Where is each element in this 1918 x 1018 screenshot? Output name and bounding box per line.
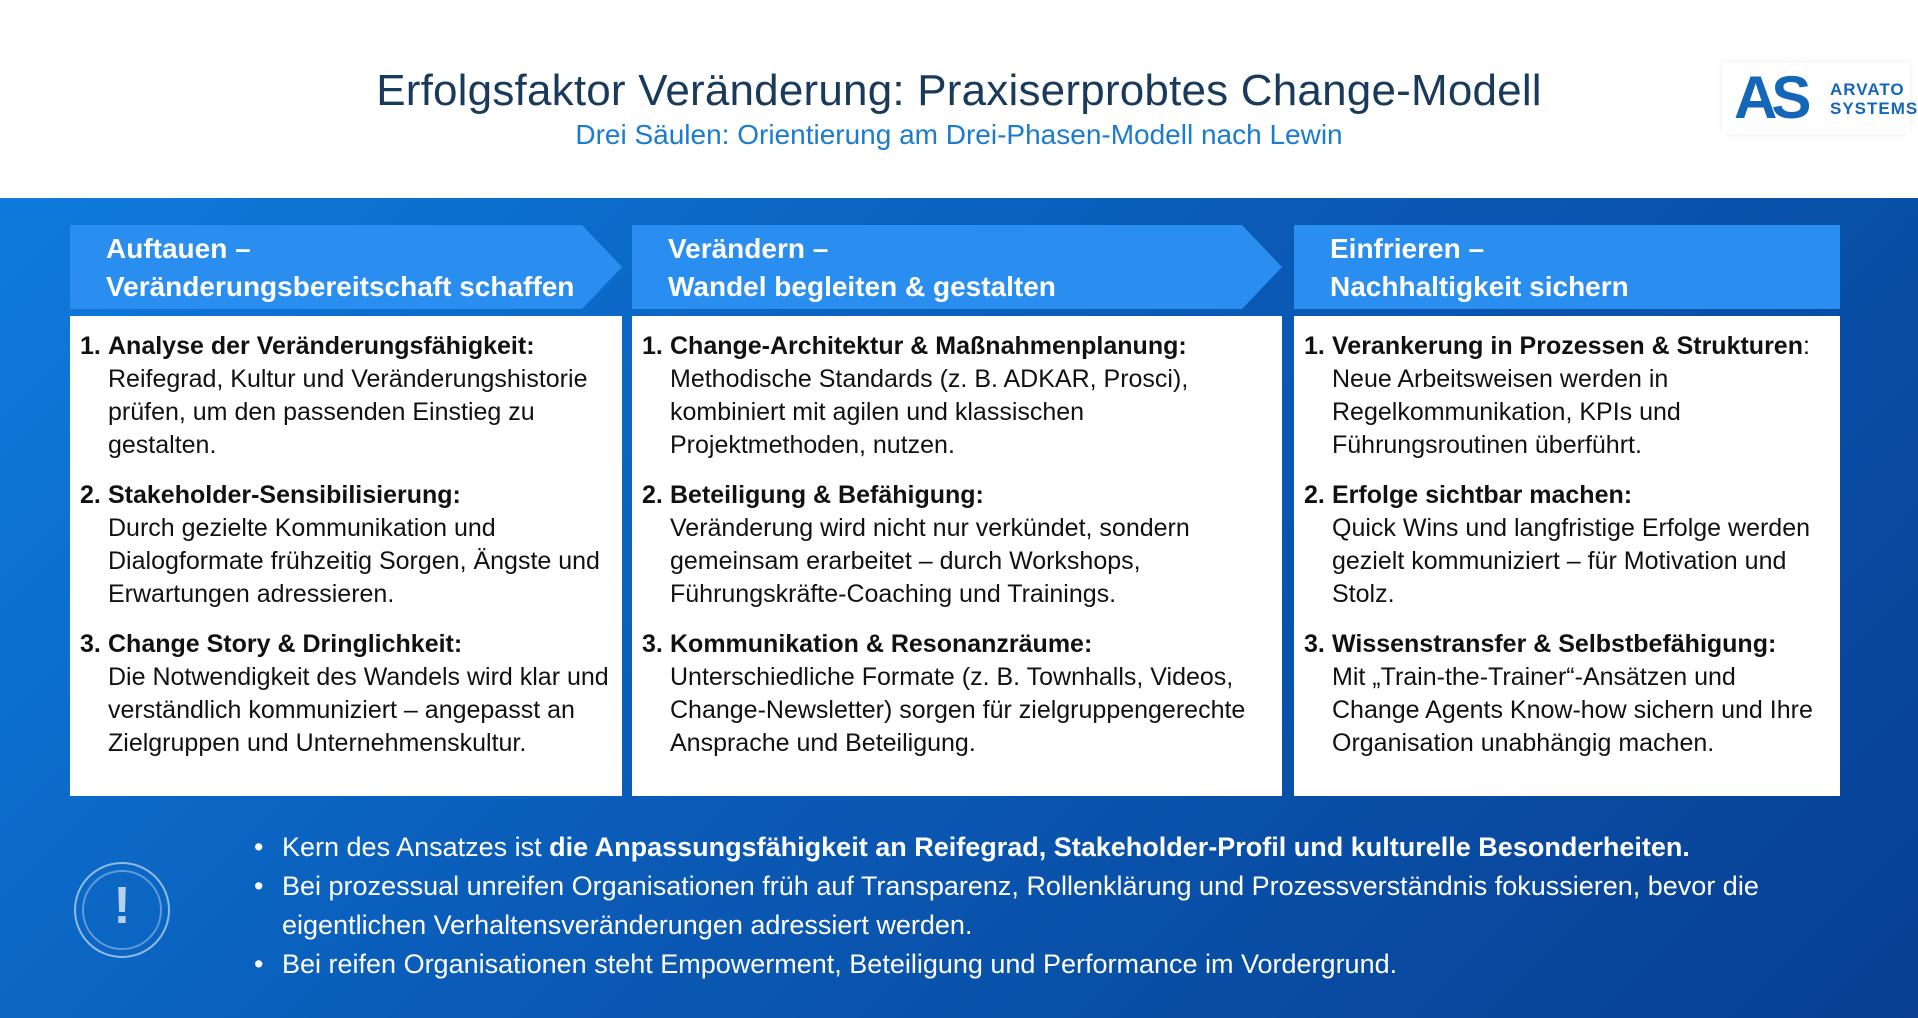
column-header-veraendern (632, 225, 1282, 309)
page-subtitle: Drei Säulen: Orientierung am Drei-Phasen-Modell nach Lewin (575, 119, 1343, 150)
item-title: Kommunikation & Resonanzräume: (670, 630, 1093, 658)
item-title: Verankerung in Prozessen & Strukturen (1332, 332, 1803, 360)
column-heading (106, 230, 574, 306)
page-title: Erfolgsfaktor Veränderung: Praxiserprobtes Change-Modell (376, 66, 1542, 115)
column-card-auftauen (70, 316, 622, 796)
item-title: Analyse der Veränderungsfähigkeit: (108, 332, 535, 360)
column-heading-line1: Auftauen – (106, 233, 251, 264)
item-number: 3. (642, 630, 663, 658)
list-item (80, 479, 612, 611)
item-number: 3. (1304, 630, 1325, 658)
item-text: Quick Wins und langfristige Erfolge werden gezielt kommuniziert – für Motivation und Stolz. (1332, 514, 1811, 608)
arvato-systems-logo (1722, 62, 1918, 134)
list-item (1304, 479, 1830, 611)
column-heading-line2: Wandel begleiten & gestalten (668, 271, 1056, 302)
column-heading (668, 230, 1056, 306)
item-number: 2. (80, 481, 101, 509)
summary-bullets (250, 828, 1810, 984)
list-item (642, 330, 1272, 462)
item-title: Wissenstransfer & Selbstbefähigung: (1332, 630, 1777, 658)
bullet-item: • Bei reifen Organisationen steht Empowerment, Beteiligung und Performance im Vordergrund. (250, 945, 1810, 984)
item-title: Change Story & Dringlichkeit: (108, 630, 463, 658)
column-heading-line1: Verändern – (668, 233, 829, 264)
column-header-auftauen (70, 225, 622, 309)
list-item (642, 628, 1272, 760)
item-title: Erfolge sichtbar machen: (1332, 481, 1633, 509)
bullet-item: • Kern des Ansatzes ist die Anpassungsfähigkeit an Reifegrad, Stakeholder-Profil und kulturelle Besonderheiten. (250, 828, 1810, 867)
logo-mark: AS (1734, 64, 1806, 131)
item-text: Unterschiedliche Formate (z. B. Townhalls, Videos, Change-Newsletter) sorgen für zielgruppengerechte Ansprache und Beteiligung. (670, 663, 1246, 757)
item-number: 3. (80, 630, 101, 658)
column-heading (1330, 230, 1629, 306)
list-item (1304, 628, 1830, 760)
column-heading-line2: Nachhaltigkeit sichern (1330, 271, 1629, 302)
column-card-einfrieren (1294, 316, 1840, 796)
item-title: Stakeholder-Sensibilisierung: (108, 481, 461, 509)
list-item (80, 628, 612, 760)
logo-text (1830, 80, 1918, 118)
exclamation-icon: ! (74, 862, 170, 958)
item-text: Methodische Standards (z. B. ADKAR, Prosci), kombiniert mit agilen und klassischen Projektmethoden, nutzen. (670, 365, 1189, 459)
bullet-item: • Bei prozessual unreifen Organisationen früh auf Transparenz, Rollenklärung und Prozessverständnis fokussieren, bevor die eigentlichen Verhaltensveränderungen adressiert werden. (250, 867, 1810, 945)
item-title: Change-Architektur & Maßnahmenplanung: (670, 332, 1187, 360)
list-item (642, 479, 1272, 611)
item-number: 2. (642, 481, 663, 509)
logo-text-line2: SYSTEMS (1830, 99, 1918, 118)
item-number: 1. (1304, 332, 1325, 360)
column-card-veraendern (632, 316, 1282, 796)
column-heading-line1: Einfrieren – (1330, 233, 1485, 264)
logo-text-line1: ARVATO (1830, 80, 1905, 99)
item-title: Beteiligung & Befähigung: (670, 481, 984, 509)
item-text: Neue Arbeitsweisen werden in Regelkommunikation, KPIs und Führungsroutinen überführt. (1332, 365, 1681, 459)
item-text: Veränderung wird nicht nur verkündet, sondern gemeinsam erarbeitet – durch Workshops, Führungskräfte-Coaching und Trainings. (670, 514, 1190, 608)
list-item (80, 330, 612, 462)
item-number: 1. (642, 332, 663, 360)
item-text: Reifegrad, Kultur und Veränderungshistorie prüfen, um den passenden Einstieg zu gestalten. (108, 365, 588, 459)
item-text: Durch gezielte Kommunikation und Dialogformate frühzeitig Sorgen, Ängste und Erwartungen adressieren. (108, 514, 600, 608)
item-number: 2. (1304, 481, 1325, 509)
column-header-einfrieren (1294, 225, 1840, 309)
column-heading-line2: Veränderungsbereitschaft schaffen (106, 271, 575, 302)
list-item: 1. Verankerung in Prozessen & Strukturen: Neue Arbeitsweisen werden in Regelkommunikation, KPIs und Führungsroutinen überführt. (1304, 330, 1830, 462)
item-text: Die Notwendigkeit des Wandels wird klar und verständlich kommuniziert – angepasst an Zielgruppen und Unternehmenskultur. (108, 663, 609, 757)
item-text: Mit „Train-the-Trainer“-Ansätzen und Change Agents Know-how sichern und Ihre Organisation unabhängig machen. (1332, 663, 1813, 757)
header (0, 0, 1918, 198)
item-number: 1. (80, 332, 101, 360)
